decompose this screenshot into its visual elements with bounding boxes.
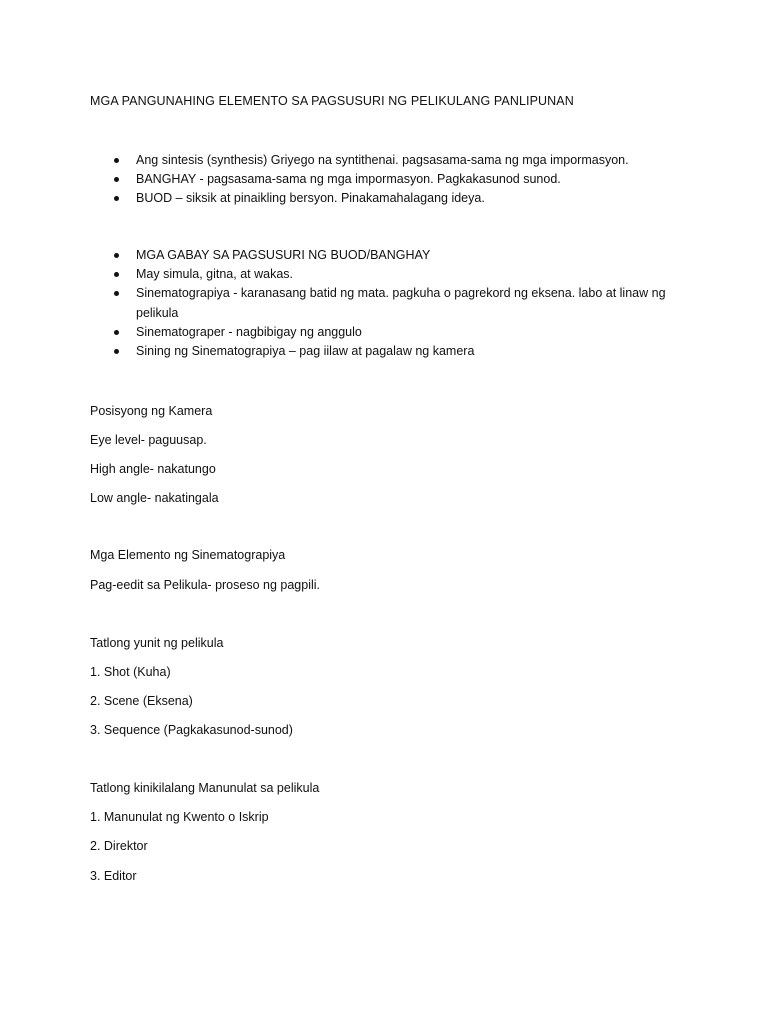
paragraph-line: 2. Direktor [90,839,148,853]
bullet-text: MGA GABAY SA PAGSUSURI NG BUOD/BANGHAY [136,248,431,262]
section-heading-film-units: Tatlong yunit ng pelikula [90,636,224,650]
section-heading-cinematography-elements: Mga Elemento ng Sinematograpiya [90,548,286,562]
bullet-icon [114,177,119,182]
section-heading-film-writers: Tatlong kinikilalang Manunulat sa pelikula [90,781,320,795]
bullet-text: Sining ng Sinematograpiya – pag iilaw at pagalaw ng kamera [136,344,475,359]
bullet-item [90,342,690,361]
bullet-icon [114,272,119,277]
document-title: MGA PANGUNAHING ELEMENTO SA PAGSUSURI NG PELIKULANG PANLIPUNAN [90,94,574,108]
bullet-text: May simula, gitna, at wakas. [136,267,294,282]
section-heading-camera-position: Posisyong ng Kamera [90,404,213,418]
bullet-icon [114,158,119,163]
bullet-text: BANGHAY - pagsasama-sama ng mga impormasyon. Pagkakasunod sunod. [136,172,561,187]
paragraph-line: Pag-eedit sa Pelikula- proseso ng pagpili. [90,578,320,592]
paragraph-line: High angle- nakatungo [90,462,216,476]
bullet-icon [114,196,119,201]
paragraph-line: Low angle- nakatingala [90,491,219,505]
paragraph-line: Eye level- paguusap. [90,433,207,447]
paragraph-line: 2. Scene (Eksena) [90,694,193,708]
bullet-list-definitions [90,151,690,209]
paragraph-line: 3. Sequence (Pagkakasunod-sunod) [90,723,293,737]
bullet-icon [114,253,119,258]
bullet-text: Ang sintesis (synthesis) Griyego na syntithenai. pagsasama-sama ng mga impormasyon. [136,153,629,167]
bullet-item [90,170,690,189]
bullet-icon [114,349,119,354]
bullet-item [90,265,690,284]
bullet-icon [114,291,119,296]
bullet-text: Sinematograpiya - karanasang batid ng mata. pagkuha o pagrekord ng eksena. labo at linaw ng pelikula [136,286,666,320]
bullet-list-guides [90,246,690,361]
bullet-text: BUOD – siksik at pinaikling bersyon. Pinakamahalagang ideya. [136,191,485,206]
bullet-icon [114,330,119,335]
bullet-text: Sinematograper - nagbibigay ng anggulo [136,324,362,339]
bullet-item [90,151,690,170]
paragraph-line: 3. Editor [90,869,137,883]
bullet-item [90,284,690,322]
bullet-item [90,323,690,342]
paragraph-line: 1. Manunulat ng Kwento o Iskrip [90,810,269,824]
paragraph-line: 1. Shot (Kuha) [90,665,171,679]
bullet-item [90,189,690,208]
bullet-item [90,246,690,265]
